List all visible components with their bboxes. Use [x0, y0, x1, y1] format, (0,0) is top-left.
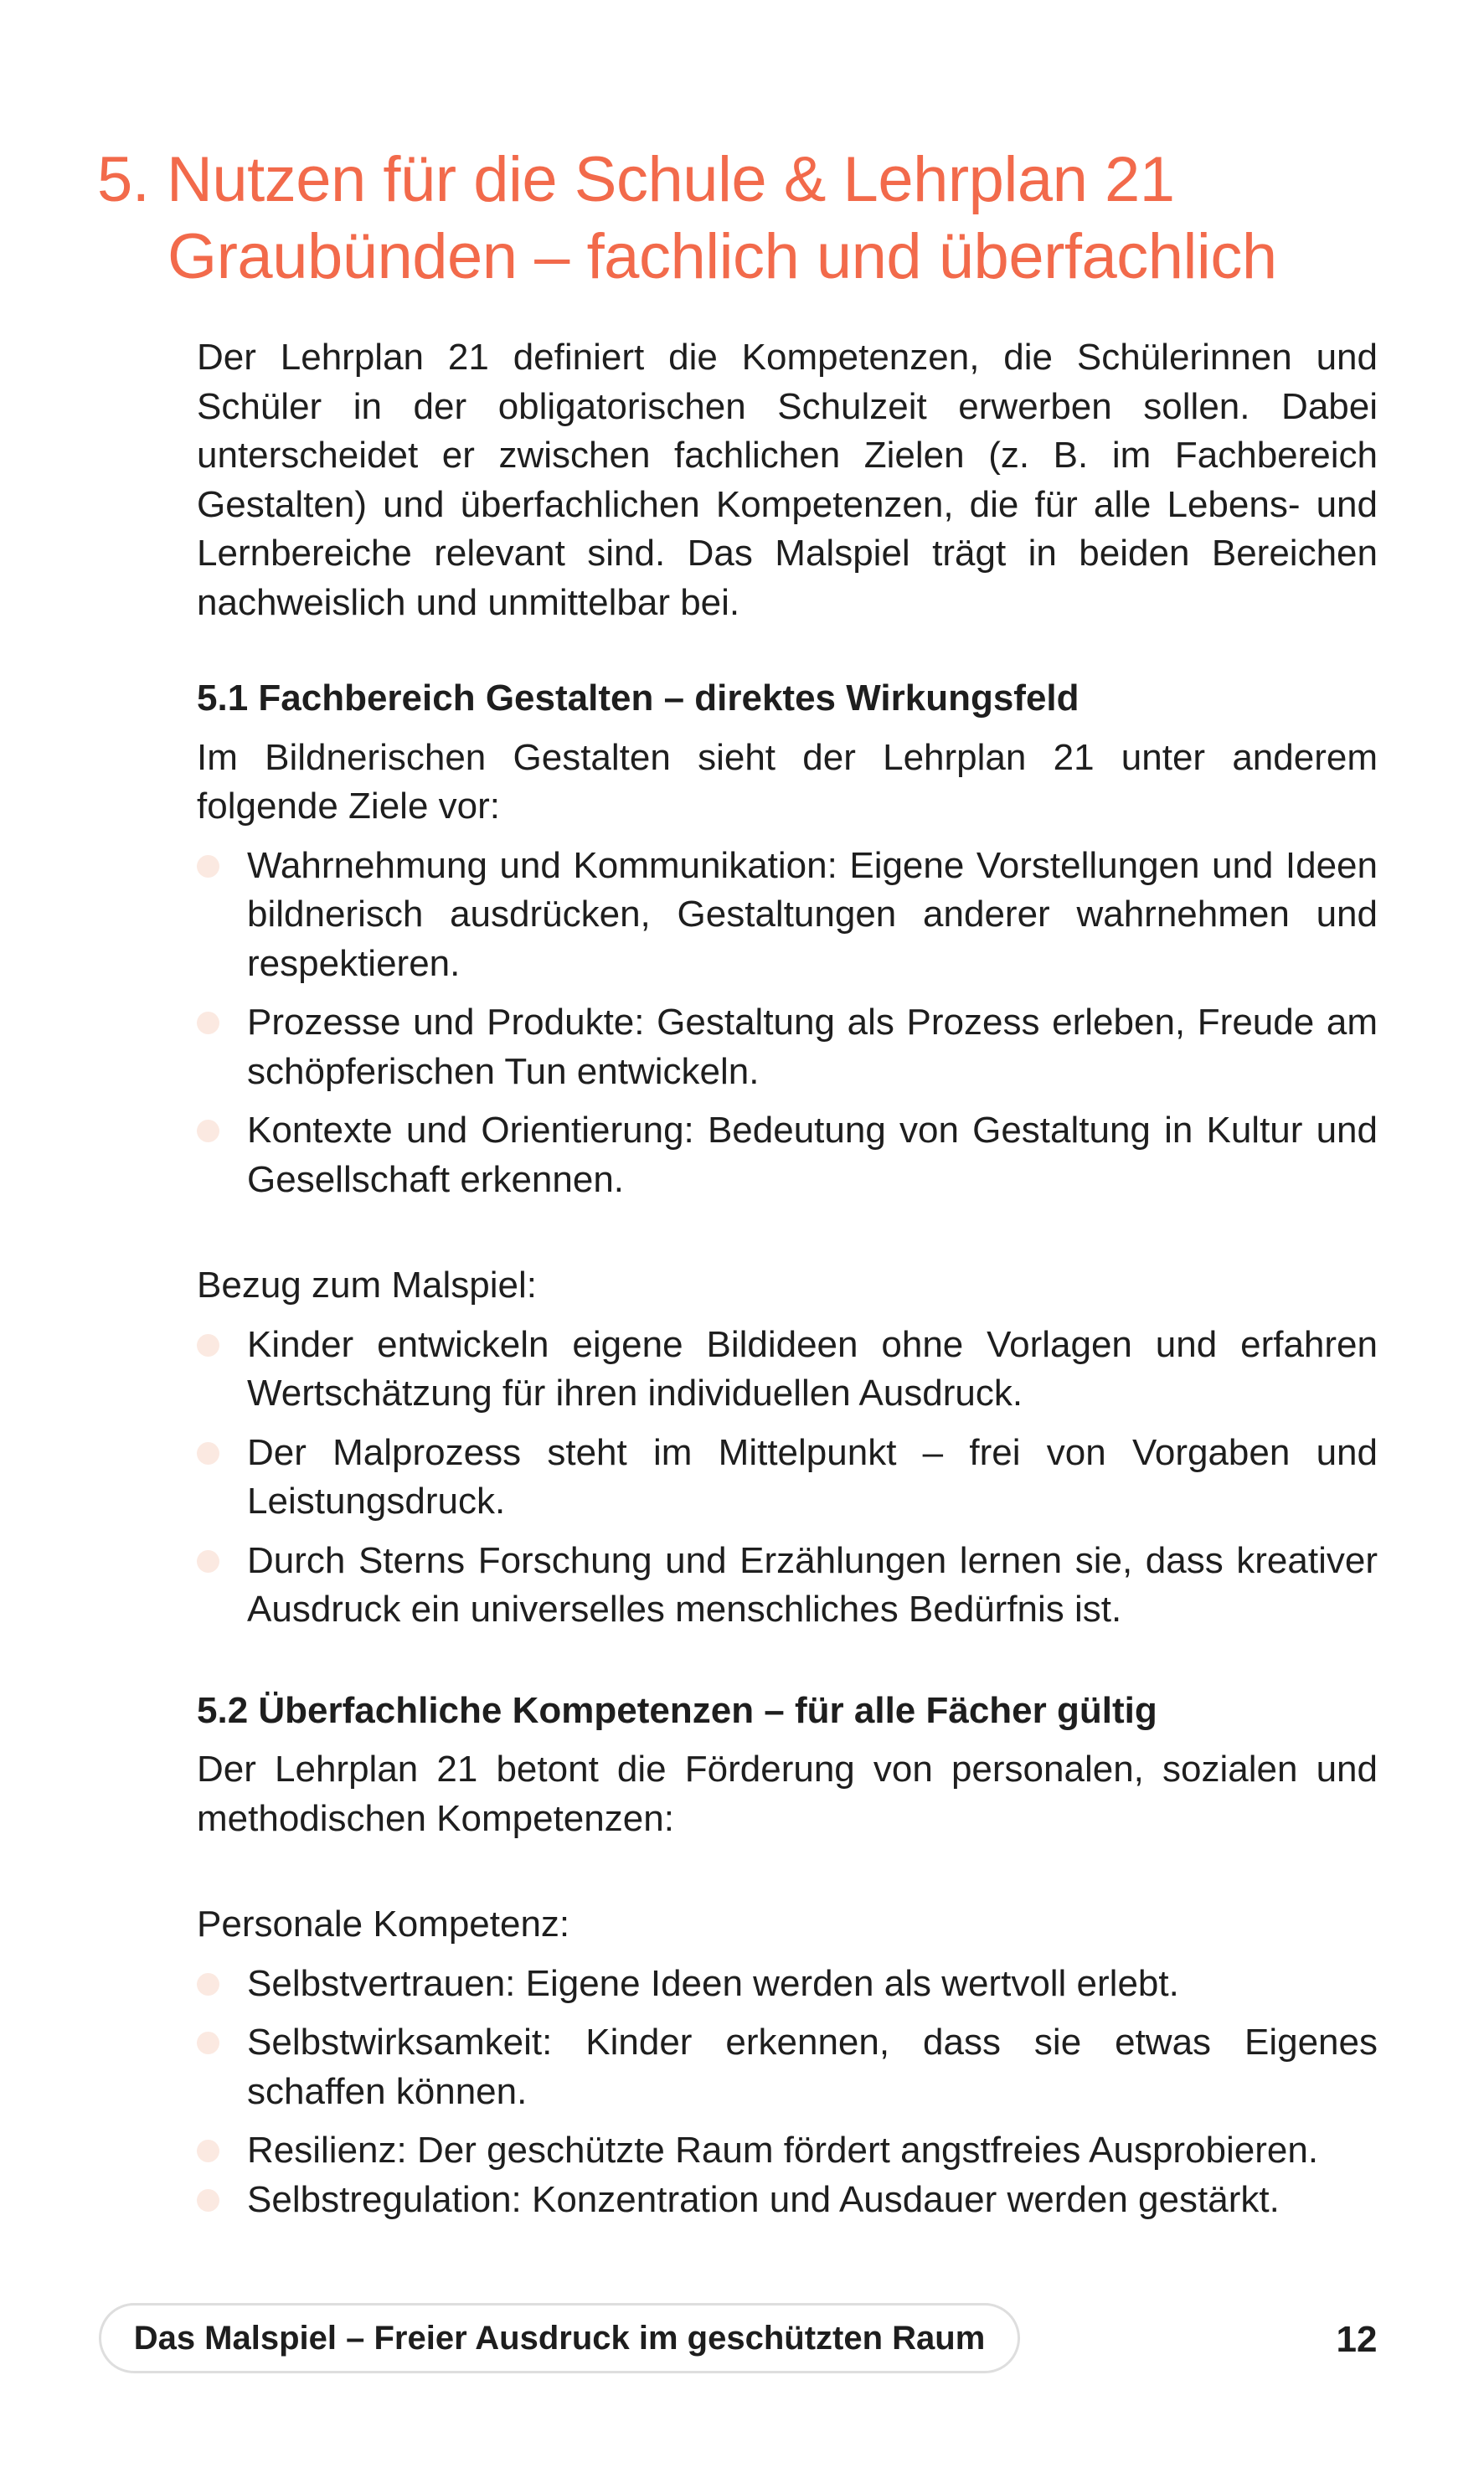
list-item: Wahrnehmung und Kommunikation: Eigene Vorstellungen und Ideen bildnerisch ausdrücken, Gestaltungen anderer wahrnehmen und respektieren.: [197, 842, 1378, 989]
section-5-2: [197, 1687, 1378, 2225]
list-item: Durch Sterns Forschung und Erzählungen lernen sie, dass kreativer Ausdruck ein universelles menschliches Bedürfnis ist.: [197, 1537, 1378, 1635]
list-item: Der Malprozess steht im Mittelpunkt – frei von Vorgaben und Leistungsdruck.: [197, 1429, 1378, 1527]
section-5-2-text: Der Lehrplan 21 betont die Förderung von personalen, sozialen und methodischen Kompetenzen:: [197, 1749, 1378, 1839]
bullet-dot-icon: [197, 855, 219, 878]
bezug-label: Bezug zum Malspiel:: [197, 1265, 537, 1306]
page-heading-line-2: Graubünden – fachlich und überfachlich: [167, 220, 1277, 292]
footer-title-pill: [99, 2303, 1020, 2373]
bullet-dot-icon: [197, 1334, 219, 1357]
list-item: Selbstvertrauen: Eigene Ideen werden als wertvoll erlebt.: [197, 1960, 1378, 2009]
list-item: Kontexte und Orientierung: Bedeutung von Gestaltung in Kultur und Gesellschaft erkennen.: [197, 1106, 1378, 1204]
bullet-dot-icon: [197, 1442, 219, 1465]
list-item: Prozesse und Produkte: Gestaltung als Prozess erleben, Freude am schöpferischen Tun entwickeln.: [197, 998, 1378, 1096]
list-item: Selbstwirksamkeit: Kinder erkennen, dass sie etwas Eigenes schaffen können.: [197, 2018, 1378, 2116]
page-number: 12: [1336, 2319, 1378, 2360]
page-heading-line-1: 5. Nutzen für die Schule & Lehrplan 21: [97, 143, 1175, 215]
list-item: Kinder entwickeln eigene Bildideen ohne Vorlagen und erfahren Wertschätzung für ihren individuellen Ausdruck.: [197, 1321, 1378, 1419]
bullet-dot-icon: [197, 1120, 219, 1142]
intro-paragraph: Der Lehrplan 21 definiert die Kompetenzen, die Schülerinnen und Schüler in der obligatorischen Schulzeit erwerben sollen. Dabei unterscheidet er zwischen fachlichen Zielen (z. B. im Fachbereich Gestalten) und überfachlichen Kompetenzen, die für alle Lebens- und Lernbereiche relevant sind. Das Malspiel trägt in beiden Bereichen nachweislich und unmittelbar bei.: [197, 337, 1378, 623]
list-item: Selbstregulation: Konzentration und Ausdauer werden gestärkt.: [197, 2176, 1378, 2225]
bullet-dot-icon: [197, 2032, 219, 2054]
page-heading: [97, 142, 1404, 296]
personal-label: Personale Kompetenz:: [197, 1904, 570, 1945]
bullet-dot-icon: [197, 2189, 219, 2212]
section-5-1-title: 5.1 Fachbereich Gestalten – direktes Wirkungsfeld: [197, 677, 1080, 719]
personal-competence-list: [197, 1960, 1378, 2225]
bullet-dot-icon: [197, 1973, 219, 1996]
bullet-dot-icon: [197, 2140, 219, 2162]
list-item: Resilienz: Der geschützte Raum fördert angstfreies Ausprobieren.: [197, 2126, 1378, 2176]
main-content: [197, 333, 1378, 2234]
footer-title: Das Malspiel – Freier Ausdruck im geschützten Raum: [133, 2319, 986, 2357]
section-5-2-title: 5.2 Überfachliche Kompetenzen – für alle Fächer gültig: [197, 1689, 1157, 1731]
gestalten-goals-list: [197, 842, 1378, 1205]
section-5-1: [197, 674, 1378, 1635]
section-5-1-text: Im Bildnerischen Gestalten sieht der Lehrplan 21 unter anderem folgende Ziele vor:: [197, 736, 1378, 827]
bullet-dot-icon: [197, 1012, 219, 1034]
bezug-list: [197, 1321, 1378, 1635]
bullet-dot-icon: [197, 1550, 219, 1573]
